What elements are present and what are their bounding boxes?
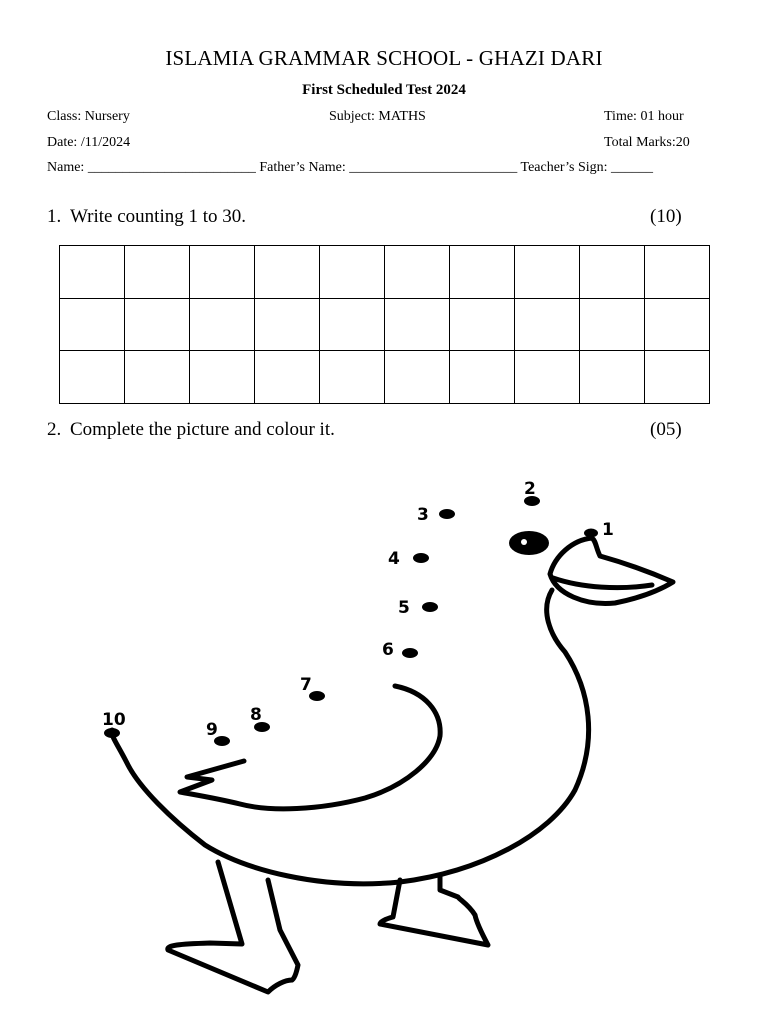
duck-beak: [550, 538, 673, 603]
dot-label-3: 3: [417, 505, 429, 525]
dot-3: [439, 509, 455, 519]
school-name: ISLAMIA GRAMMAR SCHOOL - GHAZI DARI: [165, 46, 603, 70]
dot-label-8: 8: [250, 705, 262, 725]
grid-cell[interactable]: [515, 246, 580, 299]
grid-row: [60, 246, 710, 299]
dot-label-1: 1: [602, 520, 614, 540]
grid-row: [60, 351, 710, 404]
grid-cell[interactable]: [580, 246, 645, 299]
question-1-text: Write counting 1 to 30.: [70, 206, 247, 227]
grid-cell[interactable]: [515, 351, 580, 404]
subject-field: Subject: MATHS: [329, 109, 426, 124]
question-2-marks: (05): [650, 419, 682, 440]
dot-label-6: 6: [382, 640, 394, 660]
grid-cell[interactable]: [580, 351, 645, 404]
grid-cell[interactable]: [450, 351, 515, 404]
duck-left-leg: [168, 862, 298, 992]
grid-cell[interactable]: [320, 351, 385, 404]
grid-cell[interactable]: [190, 298, 255, 351]
grid-cell[interactable]: [385, 351, 450, 404]
grid-cell[interactable]: [255, 351, 320, 404]
grid-cell[interactable]: [255, 298, 320, 351]
duck-wing: [180, 686, 440, 809]
grid-cell[interactable]: [125, 246, 190, 299]
grid-cell[interactable]: [580, 298, 645, 351]
dot-5: [422, 602, 438, 612]
duck-eye: [509, 531, 549, 555]
date-field: Date: /11/2024: [47, 135, 131, 150]
grid-cell[interactable]: [60, 298, 125, 351]
grid-cell[interactable]: [190, 246, 255, 299]
dot-1: [584, 529, 598, 538]
dot-4: [413, 553, 429, 563]
dot-label-4: 4: [388, 549, 400, 569]
grid-cell[interactable]: [385, 246, 450, 299]
grid-cell[interactable]: [385, 298, 450, 351]
question-1-number: 1.: [47, 206, 62, 227]
dot-label-9: 9: [206, 720, 218, 740]
test-title: First Scheduled Test 2024: [302, 82, 466, 98]
grid-cell[interactable]: [125, 351, 190, 404]
grid-cell[interactable]: [320, 246, 385, 299]
question-2-number: 2.: [47, 419, 62, 440]
grid-row: [60, 298, 710, 351]
grid-cell[interactable]: [190, 351, 255, 404]
grid-cell[interactable]: [450, 298, 515, 351]
grid-cell[interactable]: [125, 298, 190, 351]
grid-cell[interactable]: [645, 351, 710, 404]
duck-body-outline: [112, 590, 589, 884]
duck-dot-to-dot-picture: [0, 455, 768, 1024]
grid-cell[interactable]: [60, 246, 125, 299]
grid-cell[interactable]: [60, 351, 125, 404]
duck-beak-line: [553, 578, 652, 588]
grid-cell[interactable]: [320, 298, 385, 351]
duck-right-leg: [380, 875, 488, 945]
dot-label-5: 5: [398, 598, 410, 618]
total-marks-field: Total Marks:20: [604, 135, 690, 150]
grid-cell[interactable]: [255, 246, 320, 299]
grid-cell[interactable]: [645, 298, 710, 351]
name-father-sign-line: Name: ________________________ Father’s Name: ________________________ Teacher’s Sign: ______: [47, 160, 654, 175]
question-2-text: Complete the picture and colour it.: [70, 419, 335, 440]
grid-cell[interactable]: [515, 298, 580, 351]
dot-label-7: 7: [300, 675, 312, 695]
class-field: Class: Nursery: [47, 109, 130, 124]
grid-cell[interactable]: [450, 246, 515, 299]
dot-label-10: 10: [102, 710, 126, 730]
time-field: Time: 01 hour: [604, 109, 684, 124]
dot-label-2: 2: [524, 479, 536, 499]
question-1-marks: (10): [650, 206, 682, 227]
dot-6: [402, 648, 418, 658]
grid-cell[interactable]: [645, 246, 710, 299]
counting-grid: [59, 245, 710, 404]
